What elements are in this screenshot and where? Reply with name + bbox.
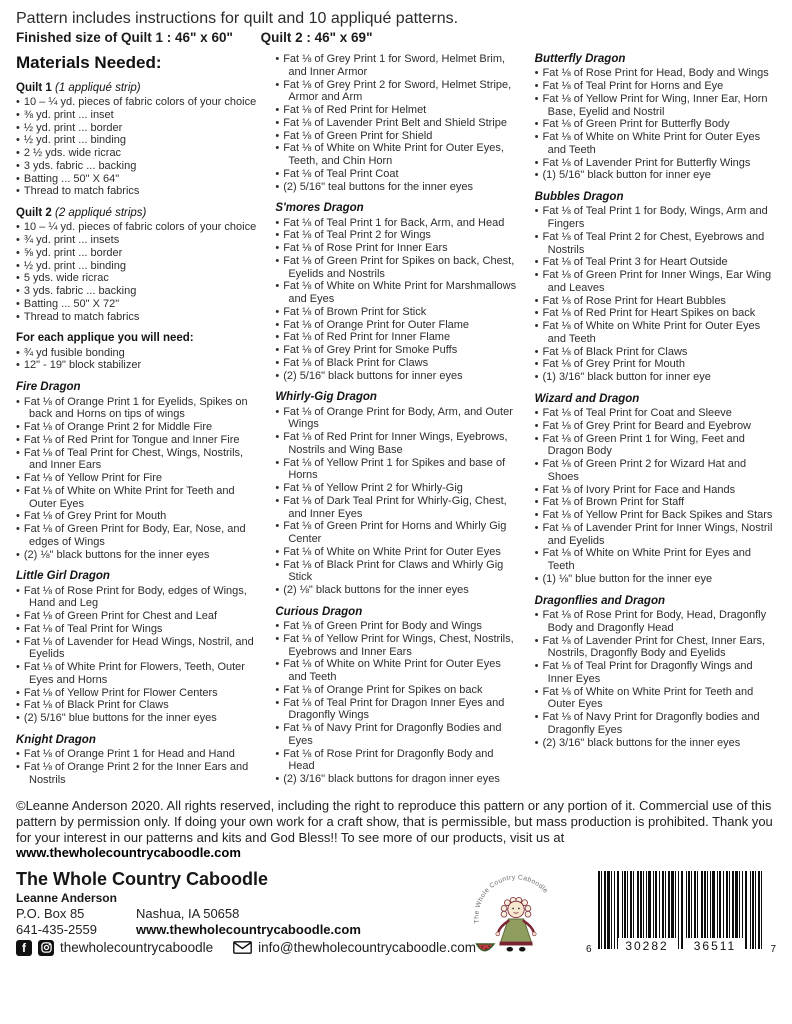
- material-item: • Fat ⅛ of Black Print for Claws: [534, 345, 688, 358]
- section-quilt-2: [16, 207, 259, 323]
- city-state-zip: Nashua, IA 50658: [136, 905, 240, 921]
- material-item: • Fat ⅛ of White on White Print for Outer Eyes and Teeth: [534, 131, 761, 156]
- material-item: • Fat ⅛ of Black Print for Claws: [275, 356, 429, 369]
- bullet-icon: •: [534, 407, 539, 420]
- material-item: • Fat ⅛ of Teal Print 2 for Wings: [275, 229, 431, 242]
- materials-needed-title: Materials Needed:: [16, 53, 162, 72]
- bullet-icon: •: [534, 547, 539, 560]
- material-item: • Fat ⅛ of Teal Print 1 for Body, Wings, Arm and Fingers: [534, 205, 768, 231]
- bullet-icon: •: [16, 484, 20, 497]
- bullet-icon: •: [16, 297, 20, 310]
- bullet-icon: •: [16, 446, 20, 459]
- material-item: • Fat ⅛ of Yellow Print 1 for Spikes and base of Horns: [275, 456, 506, 482]
- instagram-icon: [38, 940, 54, 956]
- bullet-icon: •: [16, 661, 20, 674]
- material-item: • Fat ⅛ of Rose Print for Dragonfly Body and Head: [275, 747, 494, 773]
- bullet-icon: •: [534, 432, 539, 445]
- section-title: Fire Dragon: [16, 381, 81, 394]
- material-item: • Fat ⅛ of Yellow Print 2 for Whirly-Gig: [275, 482, 463, 495]
- bullet-icon: •: [275, 216, 280, 229]
- material-item: • Fat ⅛ of Yellow Print for Wing, Inner Ear, Horn Base, Eyelid and Nostril: [534, 92, 768, 118]
- bullet-icon: •: [275, 696, 280, 709]
- bullet-icon: •: [534, 131, 539, 144]
- material-item: • ½ yd. print ... binding: [16, 134, 126, 147]
- bullet-icon: •: [16, 96, 20, 109]
- material-item: • Fat ⅛ of Rose Print for Inner Ears: [275, 242, 448, 255]
- material-item: • Fat ⅛ of Teal Print 1 for Back, Arm, and Head: [275, 216, 505, 229]
- material-item: • 2 ½ yds. wide ricrac: [16, 147, 122, 160]
- copyright-paragraph: [16, 798, 778, 860]
- bullet-icon: •: [16, 635, 20, 648]
- bullet-icon: •: [275, 405, 280, 418]
- material-item: • Fat ⅛ of Black Print for Claws: [16, 699, 169, 712]
- bullet-icon: •: [16, 159, 20, 172]
- bullet-icon: •: [16, 259, 20, 272]
- bullet-icon: •: [16, 584, 20, 597]
- bullet-icon: •: [534, 458, 539, 471]
- finished-size-line: [16, 30, 778, 45]
- bullet-icon: •: [534, 660, 539, 673]
- section-title: Curious Dragon: [275, 605, 363, 618]
- bullet-icon: •: [275, 331, 280, 344]
- section-wizard-and-dragon: [535, 393, 778, 586]
- material-item: • Fat ⅛ of Grey Print for Beard and Eyebrow: [534, 419, 751, 432]
- materials-column-1: [16, 53, 259, 786]
- material-item: • ½ yd. print ... binding: [16, 259, 126, 272]
- section-curious-dragon: [275, 606, 518, 786]
- material-item: • (1) 3/16" black button for inner eye: [534, 371, 711, 384]
- material-item: • ½ yd. print ... border: [16, 121, 123, 134]
- bullet-icon: •: [16, 523, 20, 536]
- section-bubbles-dragon: [535, 191, 778, 384]
- section-dragonflies-and-dragon: [535, 595, 778, 750]
- material-item: • ¾ yd. print ... insets: [16, 234, 120, 247]
- section-title: Quilt 1 (1 appliqué strip): [16, 81, 141, 94]
- bullet-icon: •: [16, 310, 20, 323]
- material-item: • Fat ⅛ of Orange Print 2 for the Inner Ears and Nostrils: [16, 760, 249, 786]
- bullet-icon: •: [275, 180, 280, 193]
- bullet-icon: •: [534, 509, 539, 522]
- material-item: • Fat ⅛ of Red Print for Inner Wings, Eyebrows, Nostrils and Wing Base: [275, 431, 508, 456]
- material-item: • ⅝ yd. print ... border: [16, 246, 123, 259]
- material-item: • 10 – ¼ yd. pieces of fabric colors of your choice: [16, 96, 257, 109]
- bullet-icon: •: [16, 285, 20, 298]
- material-item: • Fat ⅛ of Red Print for Tongue and Inner Fire: [16, 433, 240, 446]
- bullet-icon: •: [534, 118, 539, 131]
- material-item: • Fat ⅛ of Green Print for Spikes on back, Chest, Eyelids and Nostrils: [275, 254, 515, 280]
- svg-text:The Whole Country Caboodle: The Whole Country Caboodle: [473, 874, 550, 924]
- barcode-right-digit: 7: [770, 943, 776, 955]
- bullet-icon: •: [534, 269, 539, 282]
- material-item: • 3 yds. fabric ... backing: [16, 159, 137, 172]
- material-item: • ⅜ yd. print ... inset: [16, 108, 114, 121]
- material-item: • Fat ⅛ of Grey Print for Mouth: [534, 358, 685, 371]
- materials-column-2: [275, 53, 518, 786]
- bullet-icon: •: [275, 129, 280, 142]
- material-item: • (1) ⅛" blue button for the inner eye: [534, 572, 713, 585]
- material-item: • Fat ⅛ of Teal Print for Dragon Inner Eyes and Dragonfly Wings: [275, 696, 505, 722]
- company-name: The Whole Country Caboodle: [16, 868, 268, 889]
- po-box: P.O. Box 85: [16, 905, 85, 921]
- material-item: • (2) 3/16" black buttons for dragon inner eyes: [275, 773, 500, 786]
- material-item: • Fat ⅛ of Ivory Print for Face and Hands: [534, 483, 736, 496]
- bullet-icon: •: [16, 134, 20, 147]
- website-url: www.thewholecountrycaboodle.com: [136, 921, 361, 937]
- section-title: Wizard and Dragon: [534, 392, 640, 405]
- bullet-icon: •: [534, 609, 539, 622]
- material-item: • Fat ⅛ of Green Print for Body and Wings: [275, 620, 482, 633]
- material-item: • Fat ⅛ of Green Print for Butterfly Body: [534, 118, 730, 131]
- caboodle-logo: [468, 871, 564, 967]
- bullet-icon: •: [275, 229, 280, 242]
- materials-columns: [16, 53, 778, 786]
- bullet-icon: •: [16, 221, 20, 234]
- bullet-icon: •: [534, 80, 539, 93]
- material-item: • Fat ⅛ of Yellow Print for Wings, Chest, Nostrils, Eyebrows and Inner Ears: [275, 632, 514, 658]
- material-item: • Fat ⅛ of Navy Print for Dragonfly bodies and Dragonfly Eyes: [534, 711, 760, 736]
- material-item: • Fat ⅛ of Navy Print for Dragonfly Bodies and Eyes: [275, 722, 502, 747]
- material-item: • Fat ⅛ of Lavender Print Belt and Shield Stripe: [275, 116, 507, 129]
- upc-barcode: [582, 871, 778, 959]
- bullet-icon: •: [16, 346, 20, 359]
- bullet-icon: •: [275, 242, 280, 255]
- bullet-icon: •: [16, 234, 20, 247]
- bullet-icon: •: [534, 419, 539, 432]
- section-s-mores-dragon: [275, 202, 518, 382]
- bullet-icon: •: [534, 483, 539, 496]
- bullet-icon: •: [275, 456, 280, 469]
- bullet-icon: •: [16, 760, 20, 773]
- bullet-icon: •: [16, 699, 20, 712]
- phone-number: 641-435-2559: [16, 921, 97, 937]
- material-item: • Fat ⅛ of White on White Print for Outer Eyes and Teeth: [275, 658, 501, 684]
- bullet-icon: •: [275, 53, 280, 65]
- bullet-icon: •: [16, 421, 20, 434]
- material-item: • Fat ⅛ of Rose Print for Head, Body and Wings: [534, 67, 769, 80]
- material-item: • Fat ⅛ of White on White Print for Teeth and Outer Eyes: [534, 685, 754, 711]
- material-item: • Fat ⅛ of Rose Print for Body, edges of Wings, Hand and Leg: [16, 584, 247, 610]
- material-item: • Fat ⅛ of Brown Print for Stick: [275, 305, 427, 318]
- email-icon: [233, 941, 252, 954]
- material-item: • (2) 5/16" teal buttons for the inner eyes: [275, 180, 473, 193]
- material-item: • Fat ⅛ of Orange Print for Body, Arm, and Outer Wings: [275, 405, 513, 431]
- email-block: [233, 940, 476, 955]
- bullet-icon: •: [275, 773, 280, 786]
- bullet-icon: •: [275, 545, 280, 558]
- logo-watermelon-icon: [477, 944, 494, 951]
- material-item: • (2) ⅛" black buttons for the inner eyes: [16, 548, 210, 561]
- bullet-icon: •: [275, 369, 280, 382]
- section-materials-needed: [16, 53, 259, 73]
- material-item: • Fat ⅛ of White on White Print for Outer Eyes, Teeth, and Chin Horn: [275, 142, 504, 167]
- material-item: • Fat ⅛ of Green Print 1 for Wing, Feet and Dragon Body: [534, 432, 745, 458]
- material-item: • Fat ⅛ of Red Print for Heart Spikes on back: [534, 307, 756, 320]
- barcode-group1: 30282: [618, 938, 676, 953]
- bullet-icon: •: [16, 610, 20, 623]
- material-item: • Fat ⅛ of Green Print for Chest and Leaf: [16, 610, 218, 623]
- material-item: • 12" - 19" block stabilizer: [16, 359, 142, 372]
- material-item: • Fat ⅛ of Teal Print Coat: [275, 167, 399, 180]
- section-butterfly-dragon: [535, 53, 778, 182]
- social-handle: thewholecountrycaboodle: [60, 940, 214, 956]
- material-item: • Fat ⅛ of White on White Print for Teeth and Outer Eyes: [16, 484, 235, 510]
- bullet-icon: •: [534, 230, 539, 243]
- bullet-icon: •: [534, 521, 539, 534]
- material-item: • Fat ⅛ of Green Print for Body, Ear, Nose, and edges of Wings: [16, 523, 246, 548]
- logo-girl-figure: [496, 897, 536, 951]
- copyright-website-link: www.thewholecountrycaboodle.com: [16, 845, 241, 861]
- material-item: • Thread to match fabrics: [16, 185, 140, 198]
- section-title: S'mores Dragon: [275, 202, 364, 215]
- section-title: Little Girl Dragon: [16, 570, 110, 583]
- material-item: • Fat ⅛ of White on White Print for Outer Eyes: [275, 545, 501, 558]
- material-item: • Fat ⅛ of Orange Print for Spikes on back: [275, 683, 483, 696]
- owner-name: Leanne Anderson: [16, 890, 117, 905]
- material-item: • Fat ⅛ of Orange Print 1 for Eyelids, Spikes on back and Horns on tips of wings: [16, 395, 248, 421]
- bullet-icon: •: [275, 356, 280, 369]
- bullet-icon: •: [16, 121, 20, 134]
- bullet-icon: •: [16, 433, 20, 446]
- bullet-icon: •: [16, 147, 20, 160]
- material-item: • Fat ⅛ of Dark Teal Print for Whirly-Gig, Chest, and Inner Eyes: [275, 494, 507, 520]
- bullet-icon: •: [16, 686, 20, 699]
- material-item: • Fat ⅛ of Teal Print 2 for Chest, Eyebrows and Nostrils: [534, 230, 765, 256]
- material-item: • Fat ⅛ of White on White Print for Eyes and Teeth: [534, 547, 751, 573]
- material-item: • Fat ⅛ of Rose Print for Heart Bubbles: [534, 294, 726, 307]
- material-item: • Fat ⅛ of Orange Print for Outer Flame: [275, 318, 470, 331]
- material-item: • Fat ⅛ of Teal Print for Dragonfly Wings and Inner Eyes: [534, 660, 753, 685]
- material-item: • Fat ⅛ of Yellow Print for Flower Centers: [16, 686, 218, 699]
- material-item: • Fat ⅛ of Lavender Print for Chest, Inner Ears, Nostrils, Dragonfly Body and Eyelids: [534, 634, 766, 660]
- material-item: • Fat ⅛ of White on White Print for Outer Eyes and Teeth: [534, 320, 761, 345]
- bullet-icon: •: [275, 305, 280, 318]
- contact-row: [16, 922, 461, 937]
- bullet-icon: •: [534, 634, 539, 647]
- pattern-description: Pattern includes instructions for quilt and 10 appliqué patterns.: [16, 10, 459, 27]
- bullet-icon: •: [534, 736, 539, 749]
- bullet-icon: •: [16, 272, 20, 285]
- material-item: • (1) 5/16" black button for inner eye: [534, 169, 711, 182]
- bullet-icon: •: [275, 482, 280, 495]
- material-item: • Fat ⅛ of Yellow Print for Fire: [16, 472, 163, 485]
- bullet-icon: •: [275, 584, 280, 597]
- bullet-icon: •: [275, 431, 280, 444]
- material-item: • Batting ... 50" X 64": [16, 172, 120, 185]
- barcode-group2: 36511: [686, 938, 744, 953]
- bullet-icon: •: [534, 711, 539, 724]
- bullet-icon: •: [534, 205, 539, 218]
- section-title: Bubbles Dragon: [534, 191, 624, 204]
- bullet-icon: •: [275, 280, 280, 293]
- bullet-icon: •: [534, 156, 539, 169]
- caboodle-logo-wrap: [461, 871, 571, 967]
- material-item: • 3 yds. fabric ... backing: [16, 285, 137, 298]
- finished-size-quilt2: Quilt 2 : 46" x 69": [260, 30, 373, 45]
- material-item: • Fat ⅛ of Grey Print 1 for Sword, Helmet Brim, and Inner Armor: [275, 53, 506, 78]
- material-item: • Fat ⅛ of Green Print 2 for Wizard Hat and Shoes: [534, 458, 747, 483]
- material-item: • (2) 3/16" black buttons for the inner eyes: [534, 736, 741, 749]
- bullet-icon: •: [275, 632, 280, 645]
- bullet-icon: •: [534, 685, 539, 698]
- material-item: • Fat ⅛ of Green Print for Inner Wings, Ear Wing and Leaves: [534, 269, 772, 294]
- bullet-icon: •: [275, 683, 280, 696]
- materials-column-3: [535, 53, 778, 786]
- material-item: • Fat ⅛ of Teal Print 3 for Heart Outside: [534, 256, 728, 269]
- company-info-block: [16, 868, 476, 956]
- bullet-icon: •: [16, 246, 20, 259]
- bullet-icon: •: [534, 496, 539, 509]
- section-for-each-applique-you-will-need: [16, 332, 259, 372]
- bullet-icon: •: [16, 622, 20, 635]
- material-item: • Fat ⅛ of Teal Print for Coat and Sleeve: [534, 407, 732, 420]
- material-item: • Fat ⅛ of Black Print for Claws and Whirly Gig Stick: [275, 558, 504, 584]
- bullet-icon: •: [534, 371, 539, 384]
- material-item: • Fat ⅛ of White Print for Flowers, Teeth, Outer Eyes and Horns: [16, 661, 245, 686]
- bullet-icon: •: [16, 395, 20, 408]
- bullet-icon: •: [534, 92, 539, 105]
- material-item: • (2) 5/16" blue buttons for the inner eyes: [16, 712, 217, 725]
- footer: [16, 869, 778, 967]
- material-item: • Batting ... 50" X 72": [16, 297, 120, 310]
- section-title: Dragonflies and Dragon: [534, 594, 666, 607]
- material-item: • Fat ⅛ of Red Print for Helmet: [275, 104, 427, 116]
- bullet-icon: •: [275, 142, 280, 155]
- bullet-icon: •: [275, 344, 280, 357]
- material-item: • Fat ⅛ of Lavender Print for Inner Wings, Nostril and Eyelids: [534, 521, 773, 547]
- bullet-icon: •: [275, 620, 280, 633]
- bullet-icon: •: [16, 185, 20, 198]
- bullet-icon: •: [275, 494, 280, 507]
- bullet-icon: •: [534, 294, 539, 307]
- section-title: Knight Dragon: [16, 733, 96, 746]
- material-item: • (2) ⅛" black buttons for the inner eyes: [275, 584, 469, 597]
- section-whirly-gig-dragon: [275, 391, 518, 597]
- section-title: For each applique you will need:: [16, 332, 194, 345]
- material-item: • Fat ⅛ of White on White Print for Marshmallows and Eyes: [275, 280, 517, 306]
- material-item: • Thread to match fabrics: [16, 310, 140, 323]
- bullet-icon: •: [275, 520, 280, 533]
- section-knight-dragon: [16, 734, 259, 787]
- bullet-icon: •: [275, 658, 280, 671]
- material-item: • Fat ⅛ of Lavender Print for Butterfly Wings: [534, 156, 751, 169]
- material-item: • Fat ⅛ of Green Print for Shield: [275, 129, 433, 142]
- bullet-icon: •: [534, 345, 539, 358]
- material-item: • Fat ⅛ of Orange Print 2 for Middle Fire: [16, 421, 213, 434]
- bullet-icon: •: [534, 320, 539, 333]
- section-quilt-1: [16, 82, 259, 198]
- material-item: • Fat ⅛ of Lavender for Head Wings, Nostril, and Eyelids: [16, 635, 254, 661]
- material-item: • (2) 5/16" black buttons for inner eyes: [275, 369, 463, 382]
- bullet-icon: •: [275, 722, 280, 735]
- material-item: • ¾ yd fusible bonding: [16, 346, 125, 359]
- material-item: • Fat ⅛ of Teal Print for Wings: [16, 622, 163, 635]
- bullet-icon: •: [16, 510, 20, 523]
- finished-size-quilt1: Finished size of Quilt 1 : 46" x 60": [16, 30, 233, 45]
- material-item: • Fat ⅛ of Red Print for Inner Flame: [275, 331, 451, 344]
- bullet-icon: •: [534, 307, 539, 320]
- material-item: • Fat ⅛ of Orange Print 1 for Head and Hand: [16, 748, 235, 761]
- bullet-icon: •: [16, 748, 20, 761]
- material-item: • Fat ⅛ of Yellow Print for Back Spikes and Stars: [534, 509, 773, 522]
- bullet-icon: •: [534, 572, 539, 585]
- bullet-icon: •: [16, 548, 20, 561]
- bullet-icon: •: [275, 116, 280, 129]
- bullet-icon: •: [275, 254, 280, 267]
- facebook-icon: f: [16, 940, 32, 956]
- bullet-icon: •: [275, 747, 280, 760]
- material-item: • Fat ⅛ of Brown Print for Staff: [534, 496, 685, 509]
- bullet-icon: •: [534, 169, 539, 182]
- barcode-left-digit: 6: [586, 943, 592, 955]
- bullet-icon: •: [16, 712, 20, 725]
- section-title: Quilt 2 (2 appliqué strips): [16, 207, 147, 220]
- bullet-icon: •: [534, 256, 539, 269]
- bullet-icon: •: [16, 108, 20, 121]
- bullet-icon: •: [534, 67, 539, 80]
- material-item: • Fat ⅛ of Grey Print for Smoke Puffs: [275, 344, 458, 357]
- material-item: • Fat ⅛ of Teal Print for Chest, Wings, Nostrils, and Inner Ears: [16, 446, 244, 472]
- bullet-icon: •: [534, 358, 539, 371]
- material-item: • Fat ⅛ of Green Print for Horns and Whirly Gig Center: [275, 520, 507, 546]
- bullet-icon: •: [275, 558, 280, 571]
- bullet-icon: •: [275, 78, 280, 91]
- address-row: [16, 906, 461, 921]
- section-title: Whirly-Gig Dragon: [275, 391, 377, 404]
- section-little-girl-dragon: [16, 570, 259, 725]
- social-row: [16, 940, 476, 956]
- bullet-icon: •: [16, 472, 20, 485]
- material-item: • Fat ⅛ of Rose Print for Body, Head, Dragonfly Body and Dragonfly Head: [534, 609, 767, 634]
- bullet-icon: •: [275, 104, 280, 116]
- material-item: • 5 yds. wide ricrac: [16, 272, 109, 285]
- material-item: • 10 – ¼ yd. pieces of fabric colors of your choice: [16, 221, 257, 234]
- bullet-icon: •: [275, 167, 280, 180]
- material-item: • Fat ⅛ of Grey Print 2 for Sword, Helmet Stripe, Armor and Arm: [275, 78, 512, 104]
- section-fire-dragon: [16, 381, 259, 561]
- material-item: • Fat ⅛ of Grey Print for Mouth: [16, 510, 167, 523]
- material-item: • Fat ⅛ of Teal Print for Horns and Eye: [534, 80, 724, 93]
- section-continued: [275, 53, 518, 193]
- bullet-icon: •: [275, 318, 280, 331]
- email-address: info@thewholecountrycaboodle.com: [258, 940, 476, 956]
- section-title: Butterfly Dragon: [534, 53, 626, 65]
- copyright-text: ©Leanne Anderson 2020. All rights reserved, including the right to reproduce this pattern or any portion of it. Commercial use of this pattern by permission only. If doing your own work for a craft show, that is permissible, but mass production is prohibited. Thank you for your interest in our patterns and kits and God Bless!! To see more of our products, visit us at: [16, 798, 773, 845]
- bullet-icon: •: [16, 172, 20, 185]
- bullet-icon: •: [16, 359, 20, 372]
